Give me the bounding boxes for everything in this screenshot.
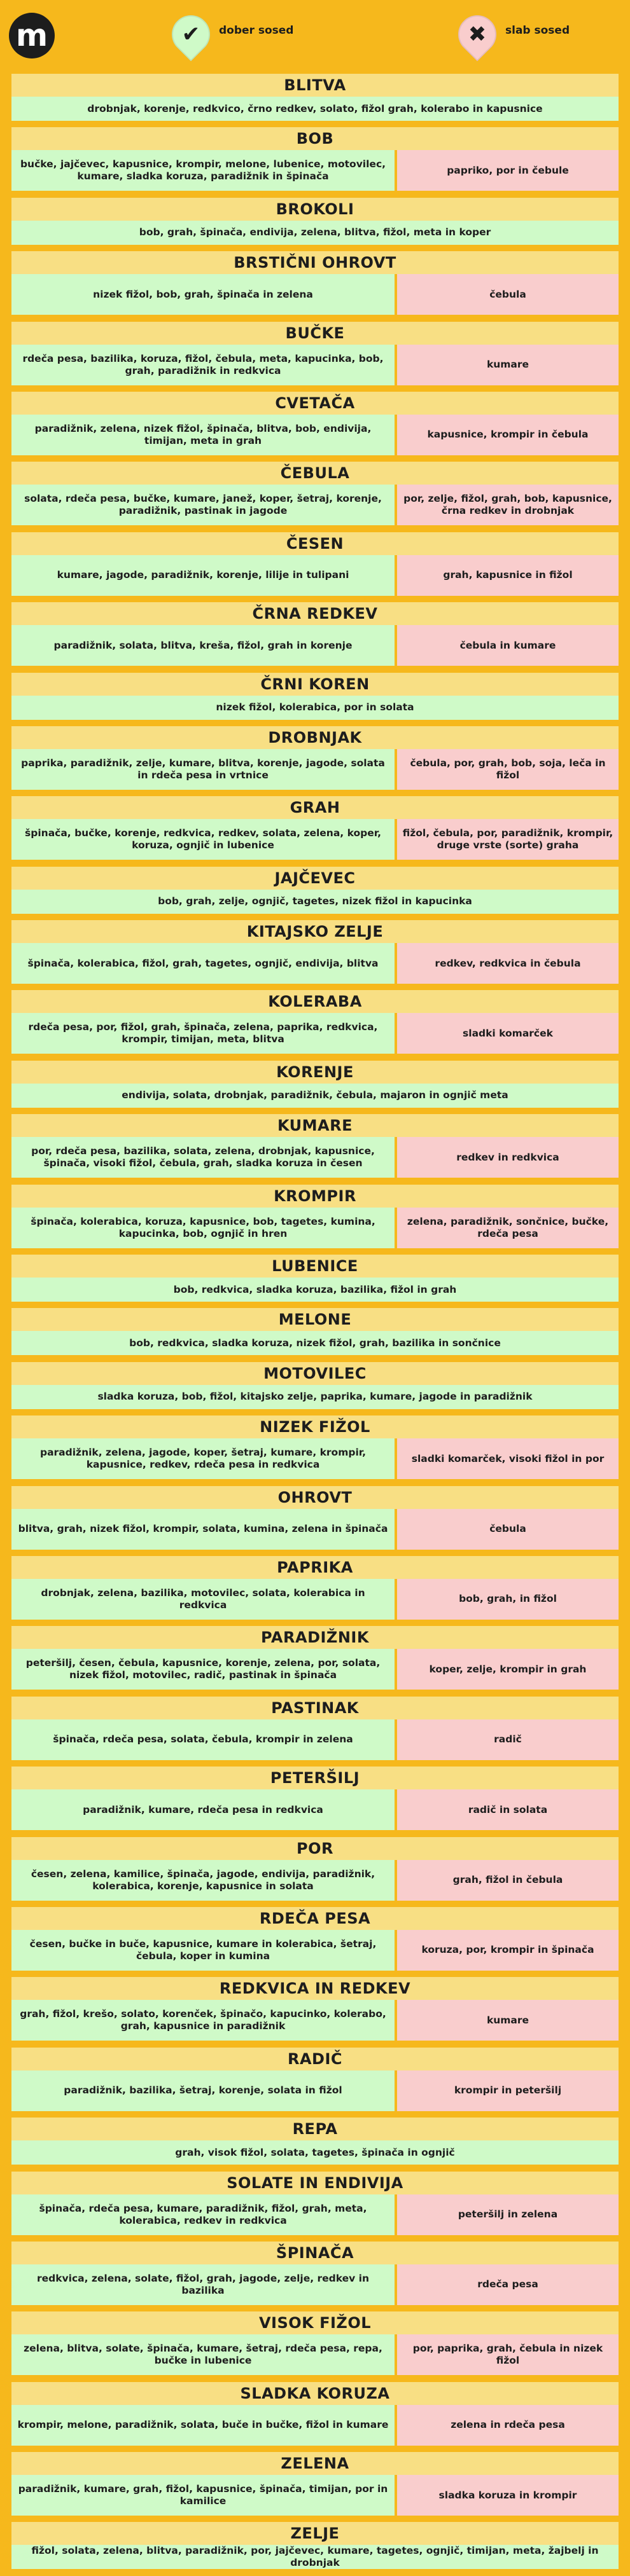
plant-neighbors (11, 2334, 619, 2375)
plant-card (11, 462, 619, 525)
plant-neighbors (11, 1208, 619, 1248)
bad-neighbors: redkev, redkvica in čebula (397, 943, 619, 984)
bad-neighbors: peteršilj in zelena (397, 2194, 619, 2235)
bad-neighbors: kapusnice, krompir in čebula (397, 415, 619, 455)
plant-neighbors (11, 2140, 619, 2165)
plant-name: GRAH (11, 796, 619, 819)
plant-card (11, 1837, 619, 1901)
good-neighbors: paradižnik, kumare, grah, fižol, kapusnice, špinača, timijan, por in kamilice (11, 2475, 395, 2516)
plant-name: KOLERABA (11, 990, 619, 1013)
plant-card (11, 251, 619, 315)
cross-icon: ✖ (468, 22, 487, 47)
good-neighbors: grah, visok fižol, solata, tagetes, špinača in ognjič (11, 2140, 619, 2165)
plant-neighbors (11, 2545, 619, 2569)
plant-name: RADIČ (11, 2048, 619, 2070)
plant-neighbors (11, 819, 619, 860)
plant-neighbors (11, 625, 619, 666)
plant-neighbors (11, 345, 619, 385)
plant-neighbors (11, 2475, 619, 2516)
plant-neighbors (11, 749, 619, 790)
plant-neighbors (11, 2264, 619, 2305)
legend-good-label: dober sosed (219, 24, 294, 37)
plant-name: KROMPIR (11, 1185, 619, 1208)
plant-card (11, 2048, 619, 2111)
plant-name: ŠPINAČA (11, 2242, 619, 2264)
good-neighbors: špinača, kolerabica, fižol, grah, tagetes, ognjič, endivija, blitva (11, 943, 395, 984)
good-neighbors: drobnjak, korenje, redkvico, črno redkev, solato, fižol grah, kolerabo in kapusnice (11, 97, 619, 121)
plant-card (11, 1308, 619, 1355)
plant-name: KORENJE (11, 1061, 619, 1084)
plant-neighbors (11, 150, 619, 191)
plant-name: REPA (11, 2118, 619, 2140)
plant-name: KITAJSKO ZELJE (11, 920, 619, 943)
plant-name: PAPRIKA (11, 1556, 619, 1579)
plant-card (11, 1415, 619, 1479)
good-neighbors: paradižnik, zelena, jagode, koper, šetraj, kumare, krompir, kapusnice, redkev, rdeča pesa in redkvica (11, 1438, 395, 1479)
plant-neighbors (11, 2194, 619, 2235)
plant-neighbors (11, 1013, 619, 1054)
plant-name: MELONE (11, 1308, 619, 1331)
plant-card (11, 726, 619, 790)
plant-name: PETERŠILJ (11, 1767, 619, 1789)
good-neighbors: paradižnik, solata, blitva, kreša, fižol, grah in korenje (11, 625, 395, 666)
plant-neighbors (11, 555, 619, 596)
bad-neighbors: zelena in rdeča pesa (397, 2405, 619, 2446)
plant-neighbors (11, 1509, 619, 1550)
good-neighbors: bučke, jajčevec, kapusnice, krompir, melone, lubenice, motovilec, kumare, sladka koruza, paradižnik in špinača (11, 150, 395, 191)
bad-neighbors: redkev in redkvica (397, 1137, 619, 1178)
plant-card (11, 1255, 619, 1302)
plant-name: LUBENICE (11, 1255, 619, 1278)
plant-name: MOTOVILEC (11, 1362, 619, 1385)
plant-neighbors (11, 1331, 619, 1355)
good-neighbors: blitva, grah, nizek fižol, krompir, solata, kumina, zelena in špinača (11, 1509, 395, 1550)
bad-neighbors: bob, grah, in fižol (397, 1579, 619, 1620)
logo (9, 13, 55, 59)
plant-neighbors (11, 1719, 619, 1760)
bad-neighbors: zelena, paradižnik, sončnice, bučke, rdeča pesa (397, 1208, 619, 1248)
good-neighbors: solata, rdeča pesa, bučke, kumare, janež, koper, šetraj, korenje, paradižnik, pastinak in jagode (11, 485, 395, 525)
plant-neighbors (11, 943, 619, 984)
bad-neighbors: radič (397, 1719, 619, 1760)
good-neighbors: bob, redkvica, sladka koruza, bazilika, fižol in grah (11, 1278, 619, 1302)
plant-card (11, 198, 619, 245)
plant-name: ČESEN (11, 532, 619, 555)
bad-neighbors: sladki komarček, visoki fižol in por (397, 1438, 619, 1479)
plant-neighbors (11, 2070, 619, 2111)
good-neighbors: bob, grah, špinača, endivija, zelena, blitva, fižol, meta in koper (11, 221, 619, 245)
plant-card (11, 1556, 619, 1620)
plant-neighbors (11, 1084, 619, 1108)
plant-neighbors (11, 890, 619, 914)
plant-card (11, 1061, 619, 1108)
bad-neighbors: kumare (397, 345, 619, 385)
bad-neighbors: kumare (397, 2000, 619, 2041)
good-neighbors: rdeča pesa, por, fižol, grah, špinača, zelena, paprika, redkvica, krompir, timijan, meta, blitva (11, 1013, 395, 1054)
plant-neighbors (11, 1137, 619, 1178)
plant-name: CVETAČA (11, 392, 619, 415)
plant-name: KUMARE (11, 1114, 619, 1137)
bad-neighbors: por, zelje, fižol, grah, bob, kapusnice, črna redkev in drobnjak (397, 485, 619, 525)
bad-neighbors: fižol, čebula, por, paradižnik, krompir, druge vrste (sorte) graha (397, 819, 619, 860)
plant-neighbors (11, 1860, 619, 1901)
bad-neighbors: koper, zelje, krompir in grah (397, 1649, 619, 1690)
good-neighbors: paprika, paradižnik, zelje, kumare, blitva, korenje, jagode, solata in rdeča pesa in vrtnice (11, 749, 395, 790)
plant-card (11, 1626, 619, 1690)
bad-neighbors: sladki komarček (397, 1013, 619, 1054)
good-neighbors: špinača, bučke, korenje, redkvica, redkev, solata, zelena, koper, koruza, ognjič in lubenice (11, 819, 395, 860)
good-neighbors: bob, grah, zelje, ognjič, tagetes, nizek fižol in kapucinka (11, 890, 619, 914)
bad-neighbors: čebula in kumare (397, 625, 619, 666)
plant-card (11, 1185, 619, 1248)
plant-card (11, 74, 619, 121)
plant-neighbors (11, 1930, 619, 1971)
plant-neighbors (11, 1438, 619, 1479)
plant-neighbors (11, 1385, 619, 1409)
legend-bad-label: slab sosed (505, 24, 570, 37)
plant-card (11, 532, 619, 596)
bad-neighbors: čebula (397, 274, 619, 315)
good-neighbors: bob, redkvica, sladka koruza, nizek fižol, grah, bazilika in sončnice (11, 1331, 619, 1355)
plant-card (11, 602, 619, 666)
good-neighbors: sladka koruza, bob, fižol, kitajsko zelje, paprika, kumare, jagode in paradižnik (11, 1385, 619, 1409)
plant-name: RDEČA PESA (11, 1907, 619, 1930)
bad-neighbors: radič in solata (397, 1789, 619, 1830)
good-neighbors: rdeča pesa, bazilika, koruza, fižol, čebula, meta, kapucinka, bob, grah, paradižnik in redkvica (11, 345, 395, 385)
plant-name: VISOK FIŽOL (11, 2311, 619, 2334)
plant-name: BUČKE (11, 322, 619, 345)
bad-neighbors: koruza, por, krompir in špinača (397, 1930, 619, 1971)
plant-name: ZELJE (11, 2522, 619, 2545)
good-neighbors: paradižnik, zelena, nizek fižol, špinača, blitva, bob, endivija, timijan, meta in grah (11, 415, 395, 455)
plant-card (11, 1767, 619, 1830)
plant-card (11, 392, 619, 455)
good-neighbors: paradižnik, kumare, rdeča pesa in redkvica (11, 1789, 395, 1830)
plant-card (11, 2118, 619, 2165)
plant-card (11, 673, 619, 720)
bad-neighbors: grah, fižol in čebula (397, 1860, 619, 1901)
good-neighbors: paradižnik, bazilika, šetraj, korenje, solata in fižol (11, 2070, 395, 2111)
plant-card (11, 2382, 619, 2446)
checkmark-icon: ✔ (181, 22, 200, 47)
plant-card (11, 1977, 619, 2041)
plant-card (11, 990, 619, 1054)
plant-card (11, 2311, 619, 2375)
good-neighbors: zelena, blitva, solate, špinača, kumare, šetraj, rdeča pesa, repa, bučke in lubenice (11, 2334, 395, 2375)
good-neighbors: špinača, rdeča pesa, solata, čebula, krompir in zelena (11, 1719, 395, 1760)
plant-card (11, 2452, 619, 2516)
good-neighbors: fižol, solata, zelena, blitva, paradižnik, por, jajčevec, kumare, tagetes, ognjič, timijan, meta, žajbelj in drobnjak (11, 2545, 619, 2569)
bad-neighbors: grah, kapusnice in fižol (397, 555, 619, 596)
plant-neighbors (11, 1789, 619, 1830)
good-neighbors: redkvica, zelena, solate, fižol, grah, jagode, zelje, redkev in bazilika (11, 2264, 395, 2305)
bad-neighbors: krompir in peteršilj (397, 2070, 619, 2111)
plant-card (11, 1907, 619, 1971)
header (0, 0, 630, 64)
plant-name: BLITVA (11, 74, 619, 97)
plant-name: SOLATE IN ENDIVIJA (11, 2172, 619, 2194)
plant-neighbors (11, 415, 619, 455)
plant-name: OHROVT (11, 1486, 619, 1509)
plant-name: ČEBULA (11, 462, 619, 485)
plant-neighbors (11, 1579, 619, 1620)
bad-neighbors: papriko, por in čebule (397, 150, 619, 191)
good-neighbors: por, rdeča pesa, bazilika, solata, zelena, drobnjak, kapusnice, špinača, visoki fižol, čebula, grah, sladka koruza in česen (11, 1137, 395, 1178)
plant-name: ČRNA REDKEV (11, 602, 619, 625)
plant-card (11, 920, 619, 984)
plant-card (11, 1697, 619, 1760)
plant-card (11, 127, 619, 191)
good-neighbors: kumare, jagode, paradižnik, korenje, lilije in tulipani (11, 555, 395, 596)
good-neighbors: nizek fižol, bob, grah, špinača in zelena (11, 274, 395, 315)
plant-list (11, 74, 619, 2576)
good-neighbors: špinača, rdeča pesa, kumare, paradižnik, fižol, grah, meta, kolerabica, redkev in redkvica (11, 2194, 395, 2235)
plant-neighbors (11, 274, 619, 315)
plant-neighbors (11, 221, 619, 245)
plant-name: DROBNJAK (11, 726, 619, 749)
good-neighbors: peteršilj, česen, čebula, kapusnice, korenje, zelena, por, solata, nizek fižol, motovilec, radič, pastinak in špinača (11, 1649, 395, 1690)
plant-card (11, 2242, 619, 2305)
plant-card (11, 2522, 619, 2569)
good-neighbors: česen, bučke in buče, kapusnice, kumare in kolerabica, šetraj, čebula, koper in kumina (11, 1930, 395, 1971)
plant-card (11, 1362, 619, 1409)
plant-neighbors (11, 2405, 619, 2446)
good-neighbors: grah, fižol, krešo, solato, korenček, špinačo, kapucinko, kolerabo, grah, kapusnice in paradižnik (11, 2000, 395, 2041)
plant-name: POR (11, 1837, 619, 1860)
plant-card (11, 796, 619, 860)
bad-neighbors: čebula, por, grah, bob, soja, leča in fižol (397, 749, 619, 790)
plant-neighbors (11, 1649, 619, 1690)
plant-neighbors (11, 1278, 619, 1302)
plant-neighbors (11, 2000, 619, 2041)
plant-name: JAJČEVEC (11, 867, 619, 890)
good-neighbors: česen, zelena, kamilice, špinača, jagode, endivija, paradižnik, kolerabica, korenje, kapusnice in solata (11, 1860, 395, 1901)
bad-neighbors: sladka koruza in krompir (397, 2475, 619, 2516)
logo-letter: m (15, 18, 48, 53)
plant-card (11, 1114, 619, 1178)
plant-neighbors (11, 696, 619, 720)
plant-card (11, 867, 619, 914)
plant-name: ZELENA (11, 2452, 619, 2475)
plant-name: BOB (11, 127, 619, 150)
plant-card (11, 2172, 619, 2235)
good-neighbors: endivija, solata, drobnjak, paradižnik, čebula, majaron in ognjič meta (11, 1084, 619, 1108)
plant-name: NIZEK FIŽOL (11, 1415, 619, 1438)
plant-neighbors (11, 485, 619, 525)
plant-name: ČRNI KOREN (11, 673, 619, 696)
good-neighbors: krompir, melone, paradižnik, solata, buče in bučke, fižol in kumare (11, 2405, 395, 2446)
good-neighbors: špinača, kolerabica, koruza, kapusnice, bob, tagetes, kumina, kapucinka, bob, ognjič in hren (11, 1208, 395, 1248)
bad-neighbors: čebula (397, 1509, 619, 1550)
bad-neighbors: rdeča pesa (397, 2264, 619, 2305)
bad-neighbors: por, paprika, grah, čebula in nizek fižol (397, 2334, 619, 2375)
plant-neighbors (11, 97, 619, 121)
plant-name: PARADIŽNIK (11, 1626, 619, 1649)
plant-name: SLADKA KORUZA (11, 2382, 619, 2405)
good-neighbors: drobnjak, zelena, bazilika, motovilec, solata, kolerabica in redkvica (11, 1579, 395, 1620)
plant-name: BROKOLI (11, 198, 619, 221)
good-neighbors: nizek fižol, kolerabica, por in solata (11, 696, 619, 720)
plant-name: BRSTIČNI OHROVT (11, 251, 619, 274)
plant-card (11, 322, 619, 385)
plant-name: REDKVICA IN REDKEV (11, 1977, 619, 2000)
plant-name: PASTINAK (11, 1697, 619, 1719)
plant-card (11, 1486, 619, 1550)
